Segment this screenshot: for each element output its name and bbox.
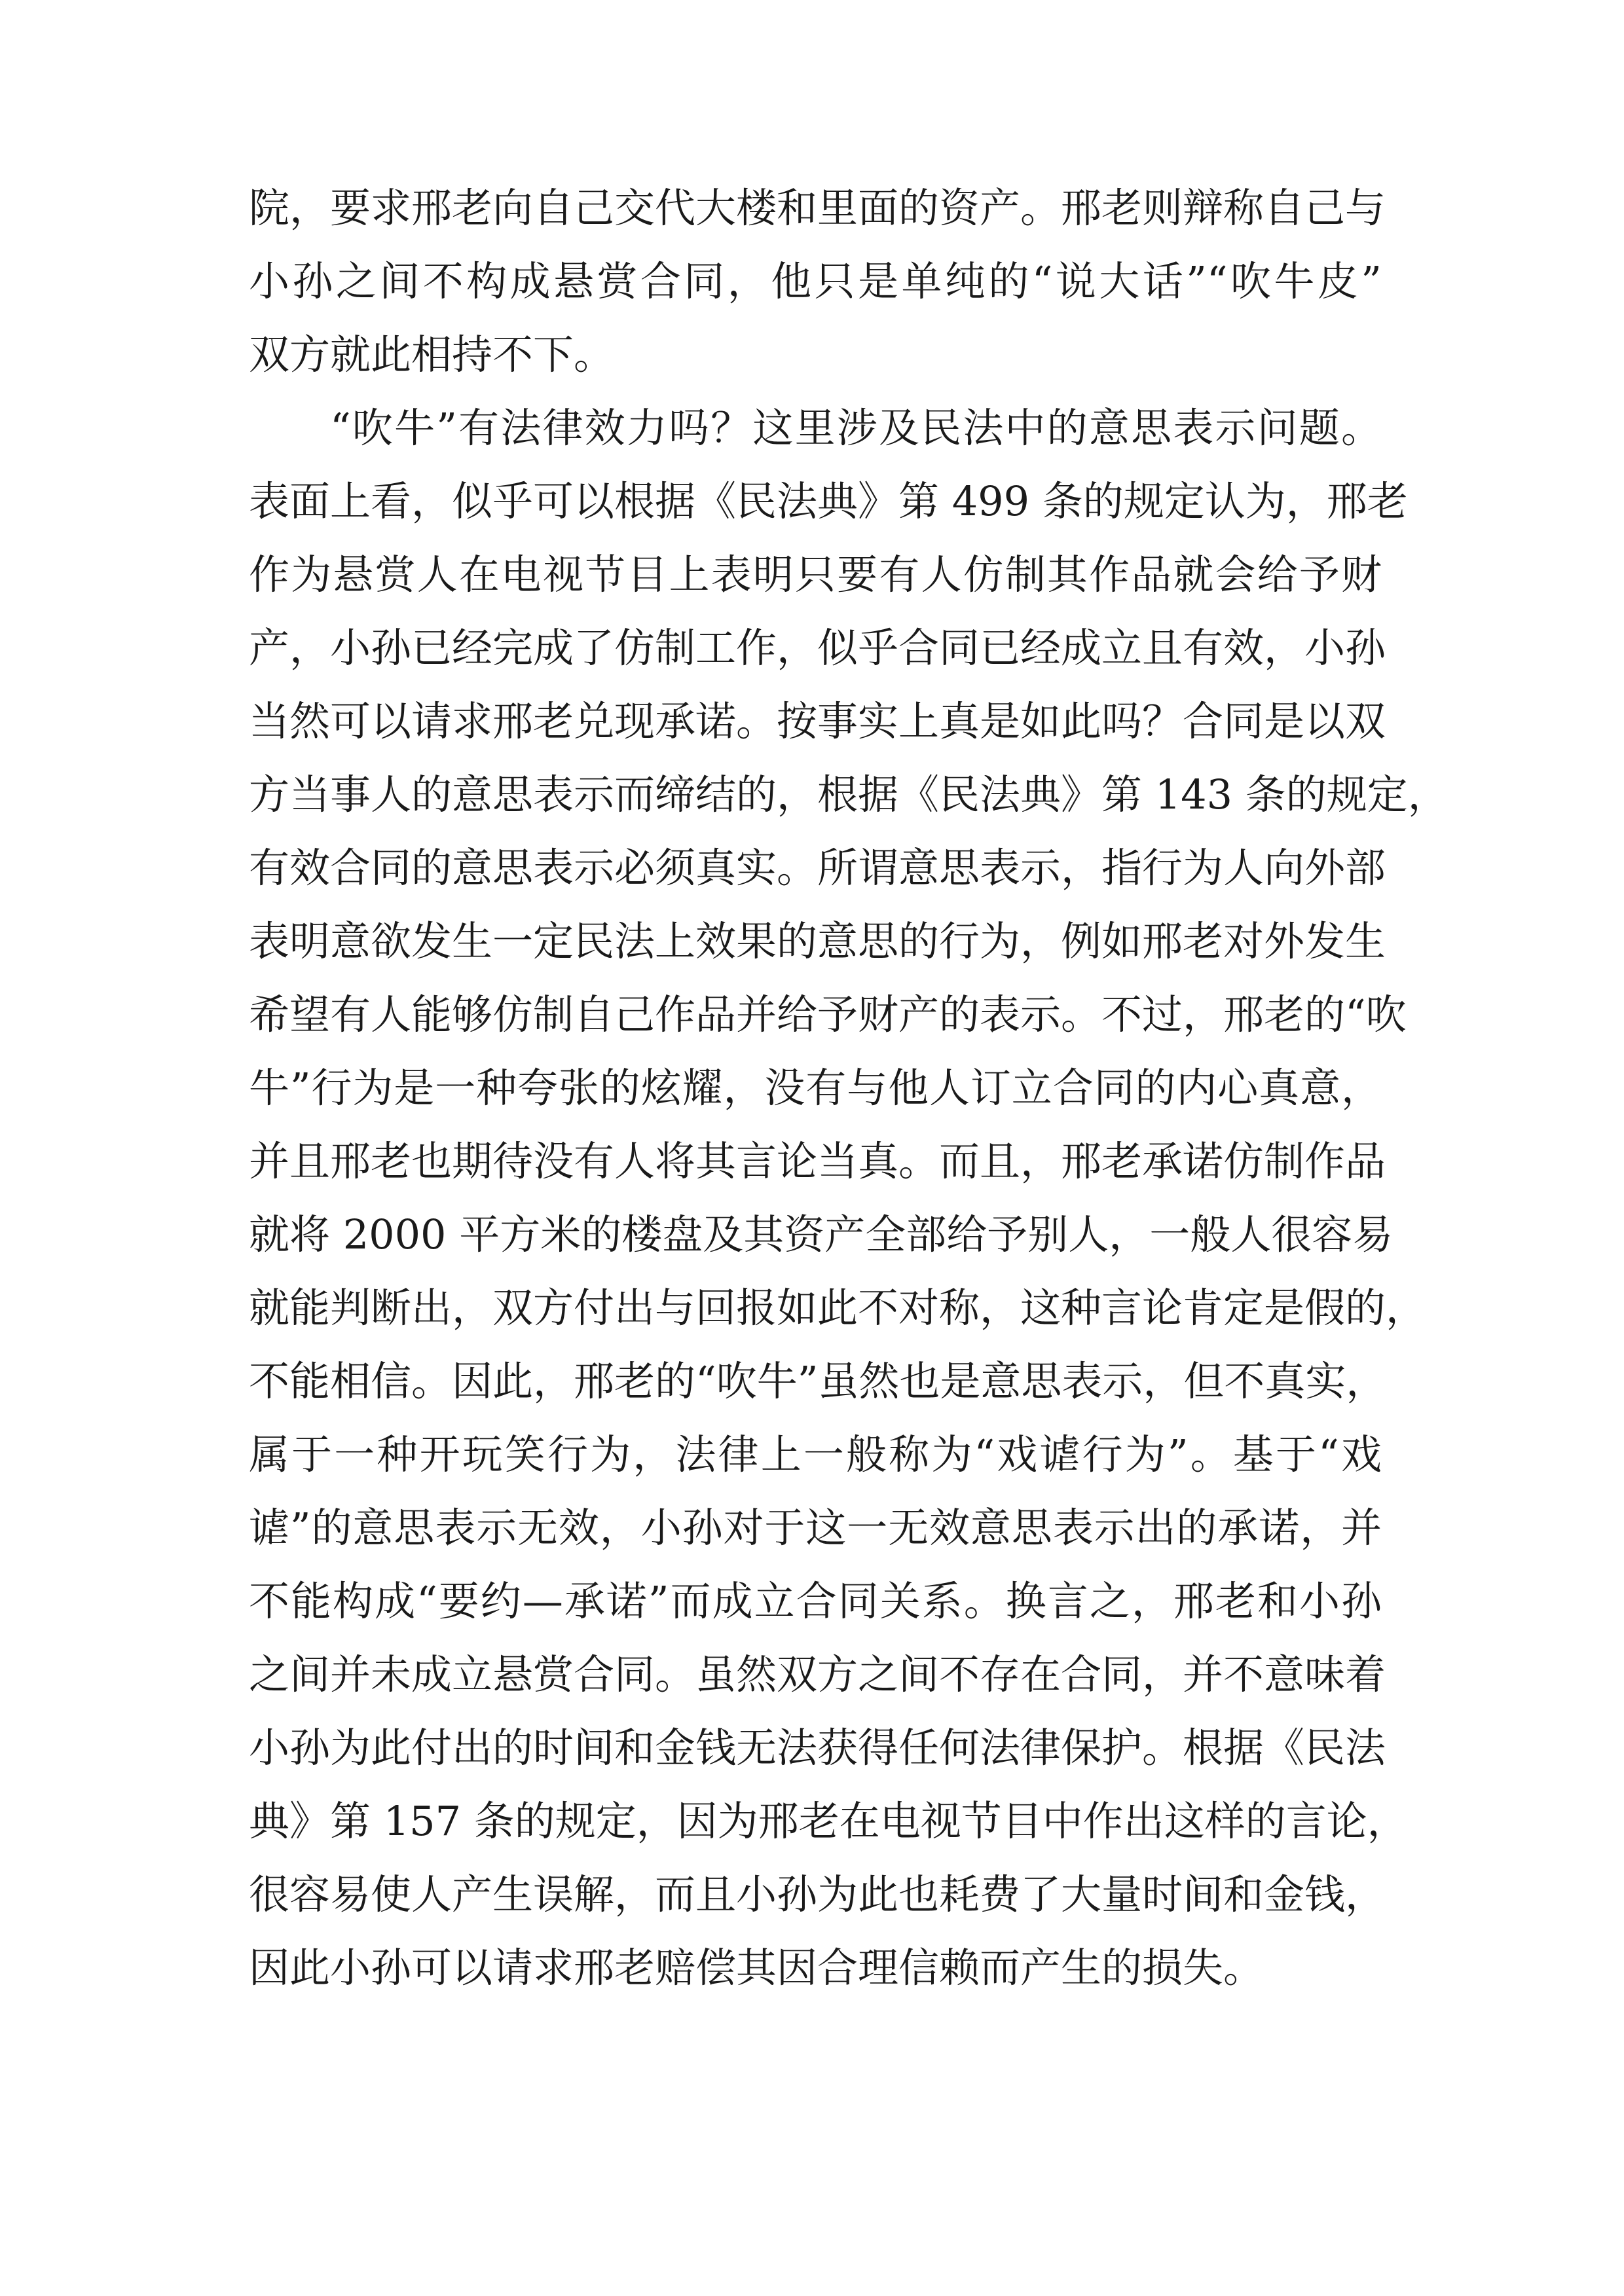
text-line: 很容易使人产生误解，而且小孙为此也耗费了大量时间和金钱， — [249, 1870, 1386, 1918]
text-line: 之间并未成立悬赏合同。虽然双方之间不存在合同，并不意味着 — [249, 1650, 1386, 1698]
text-line: 谑”的意思表示无效，小孙对于这一无效意思表示出的承诺，并 — [249, 1504, 1382, 1552]
text-line: 就将 2000 平方米的楼盘及其资产全部给予别人，一般人很容易 — [249, 1211, 1393, 1258]
text-line: 作为悬赏人在电视节目上表明只要有人仿制其作品就会给予财 — [249, 551, 1382, 598]
paragraph-2 — [249, 392, 1449, 2005]
text-line: 表明意欲发生一定民法上效果的意思的行为，例如邢老对外发生 — [249, 917, 1386, 965]
text-line: 当然可以请求邢老兑现承诺。按事实上真是如此吗？合同是以双 — [249, 697, 1386, 745]
text-line: 小孙为此付出的时间和金钱无法获得任何法律保护。根据《民法 — [249, 1724, 1386, 1772]
text-line: 典》第 157 条的规定，因为邢老在电视节目中作出这样的言论， — [249, 1797, 1408, 1845]
text-line: 双方就此相持不下。 — [249, 331, 615, 378]
text-line: 属于一种开玩笑行为，法律上一般称为“戏谑行为”。基于“戏 — [249, 1430, 1382, 1478]
document-body — [249, 172, 1449, 2005]
text-line: 就能判断出，双方付出与回报如此不对称，这种言论肯定是假的， — [249, 1284, 1427, 1332]
text-line: 产，小孙已经完成了仿制工作，似乎合同已经成立且有效，小孙 — [249, 624, 1386, 672]
text-line: 希望有人能够仿制自己作品并给予财产的表示。不过，邢老的“吹 — [249, 991, 1407, 1038]
text-line: 表面上看，似乎可以根据《民法典》第 499 条的规定认为，邢老 — [249, 477, 1408, 525]
text-line: 牛”行为是一种夸张的炫耀，没有与他人订立合同的内心真意， — [249, 1064, 1382, 1112]
paragraph-1 — [249, 172, 1386, 392]
text-line: 不能相信。因此，邢老的“吹牛”虽然也是意思表示，但不真实， — [249, 1357, 1387, 1405]
text-line: 院，要求邢老向自己交代大楼和里面的资产。邢老则辩称自己与 — [249, 184, 1386, 232]
text-line: 有效合同的意思表示必须真实。所谓意思表示，指行为人向外部 — [249, 844, 1386, 892]
text-line: 并且邢老也期待没有人将其言论当真。而且，邢老承诺仿制作品 — [249, 1137, 1386, 1185]
text-line: 因此小孙可以请求邢老赔偿其因合理信赖而产生的损失。 — [249, 1944, 1264, 1992]
text-line: 小孙之间不构成悬赏合同，他只是单纯的“说大话”“吹牛皮” — [249, 257, 1382, 305]
text-line: 方当事人的意思表示而缔结的，根据《民法典》第 143 条的规定， — [249, 771, 1449, 818]
text-line: 不能构成“要约—承诺”而成立合同关系。换言之，邢老和小孙 — [249, 1577, 1382, 1625]
text-line: “吹牛”有法律效力吗？这里涉及民法中的意思表示问题。 — [330, 404, 1382, 452]
